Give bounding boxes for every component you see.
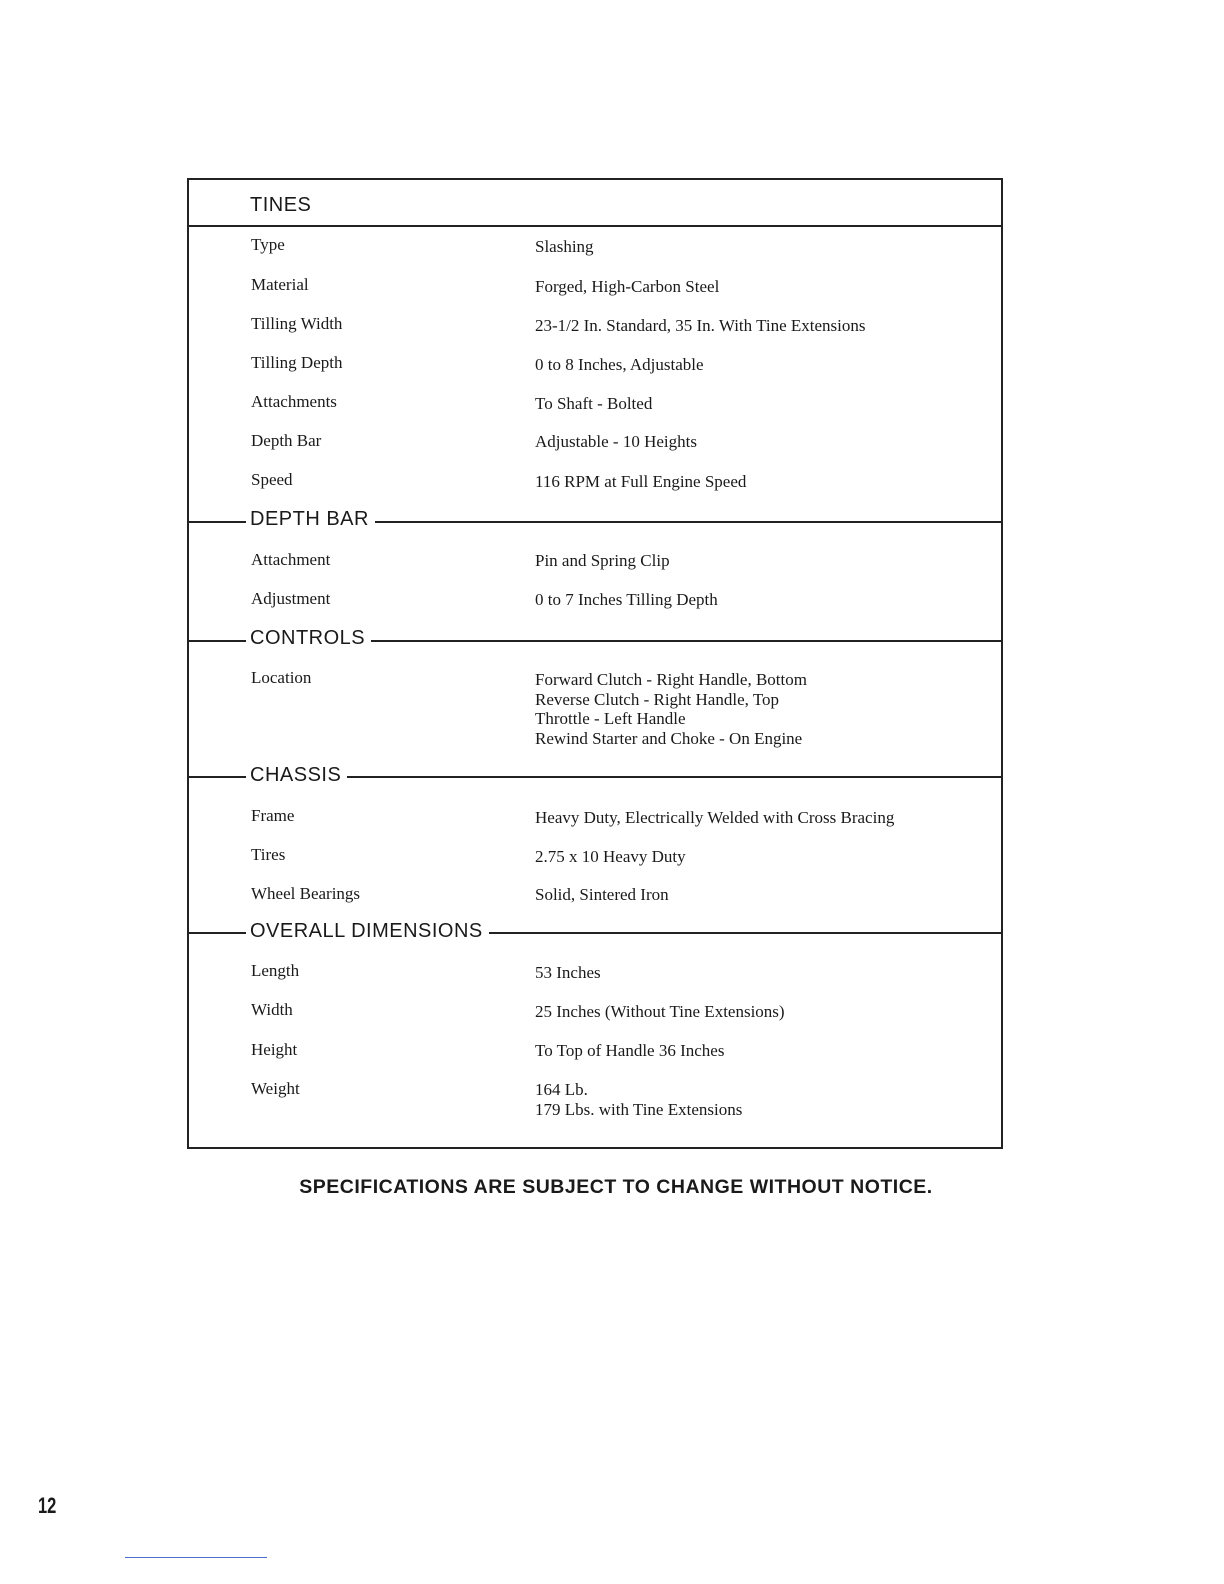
section-divider	[189, 225, 1003, 227]
spec-label: Speed	[251, 470, 293, 489]
footer-divider	[125, 1557, 267, 1558]
spec-label: Frame	[251, 806, 295, 825]
spec-value: 25 Inches (Without Tine Extensions)	[535, 1002, 785, 1021]
spec-value-list	[535, 1080, 742, 1119]
spec-value: 116 RPM at Full Engine Speed	[535, 472, 747, 491]
spec-value-line: Rewind Starter and Choke - On Engine	[535, 728, 803, 748]
spec-value: 0 to 7 Inches Tilling Depth	[535, 590, 718, 609]
spec-value: 2.75 x 10 Heavy Duty	[535, 847, 686, 866]
spec-value-line: Throttle - Left Handle	[535, 709, 686, 728]
spec-label: Width	[251, 1000, 293, 1019]
spec-label: Height	[251, 1040, 298, 1059]
spec-value: Heavy Duty, Electrically Welded with Cross Bracing	[535, 808, 895, 827]
spec-label: Length	[251, 961, 300, 980]
spec-value: Adjustable - 10 Heights	[535, 432, 697, 451]
spec-label: Tilling Width	[251, 314, 343, 333]
spec-value-line: Forward Clutch - Right Handle, Bottom	[535, 670, 807, 689]
section-heading-tines: TINES	[250, 193, 317, 217]
spec-label: Material	[251, 275, 309, 294]
page-number: 12	[38, 1493, 57, 1518]
spec-value-line: Reverse Clutch - Right Handle, Top	[535, 689, 780, 709]
spec-value: Solid, Sintered Iron	[535, 885, 669, 904]
spec-value: Forged, High-Carbon Steel	[535, 277, 720, 296]
section-heading-controls: CONTROLS	[246, 626, 371, 650]
spec-label: Attachments	[251, 392, 337, 411]
spec-label: Tires	[251, 845, 286, 864]
spec-value: To Shaft - Bolted	[535, 394, 653, 413]
spec-label: Weight	[251, 1079, 300, 1098]
spec-label: Tilling Depth	[251, 353, 343, 372]
spec-value-list	[535, 670, 807, 748]
spec-label: Wheel Bearings	[251, 884, 361, 903]
section-heading-overall-dimensions: OVERALL DIMENSIONS	[246, 919, 489, 943]
section-heading-chassis: CHASSIS	[246, 763, 347, 787]
spec-value-line: 179 Lbs. with Tine Extensions	[535, 1099, 743, 1119]
section-heading-depth-bar: DEPTH BAR	[246, 507, 375, 531]
spec-value: Slashing	[535, 237, 594, 256]
spec-label: Attachment	[251, 550, 331, 569]
spec-value: 23-1/2 In. Standard, 35 In. With Tine Extensions	[535, 316, 866, 335]
spec-label: Type	[251, 235, 285, 254]
spec-label: Location	[251, 668, 312, 687]
spec-value: Pin and Spring Clip	[535, 551, 670, 570]
spec-value: 0 to 8 Inches, Adjustable	[535, 355, 704, 374]
spec-label: Adjustment	[251, 589, 331, 608]
spec-value: 53 Inches	[535, 963, 601, 982]
spec-value: To Top of Handle 36 Inches	[535, 1041, 725, 1060]
spec-value-line: 164 Lb.	[535, 1080, 588, 1099]
change-notice: SPECIFICATIONS ARE SUBJECT TO CHANGE WITHOUT NOTICE.	[299, 1176, 933, 1198]
spec-label: Depth Bar	[251, 431, 322, 450]
